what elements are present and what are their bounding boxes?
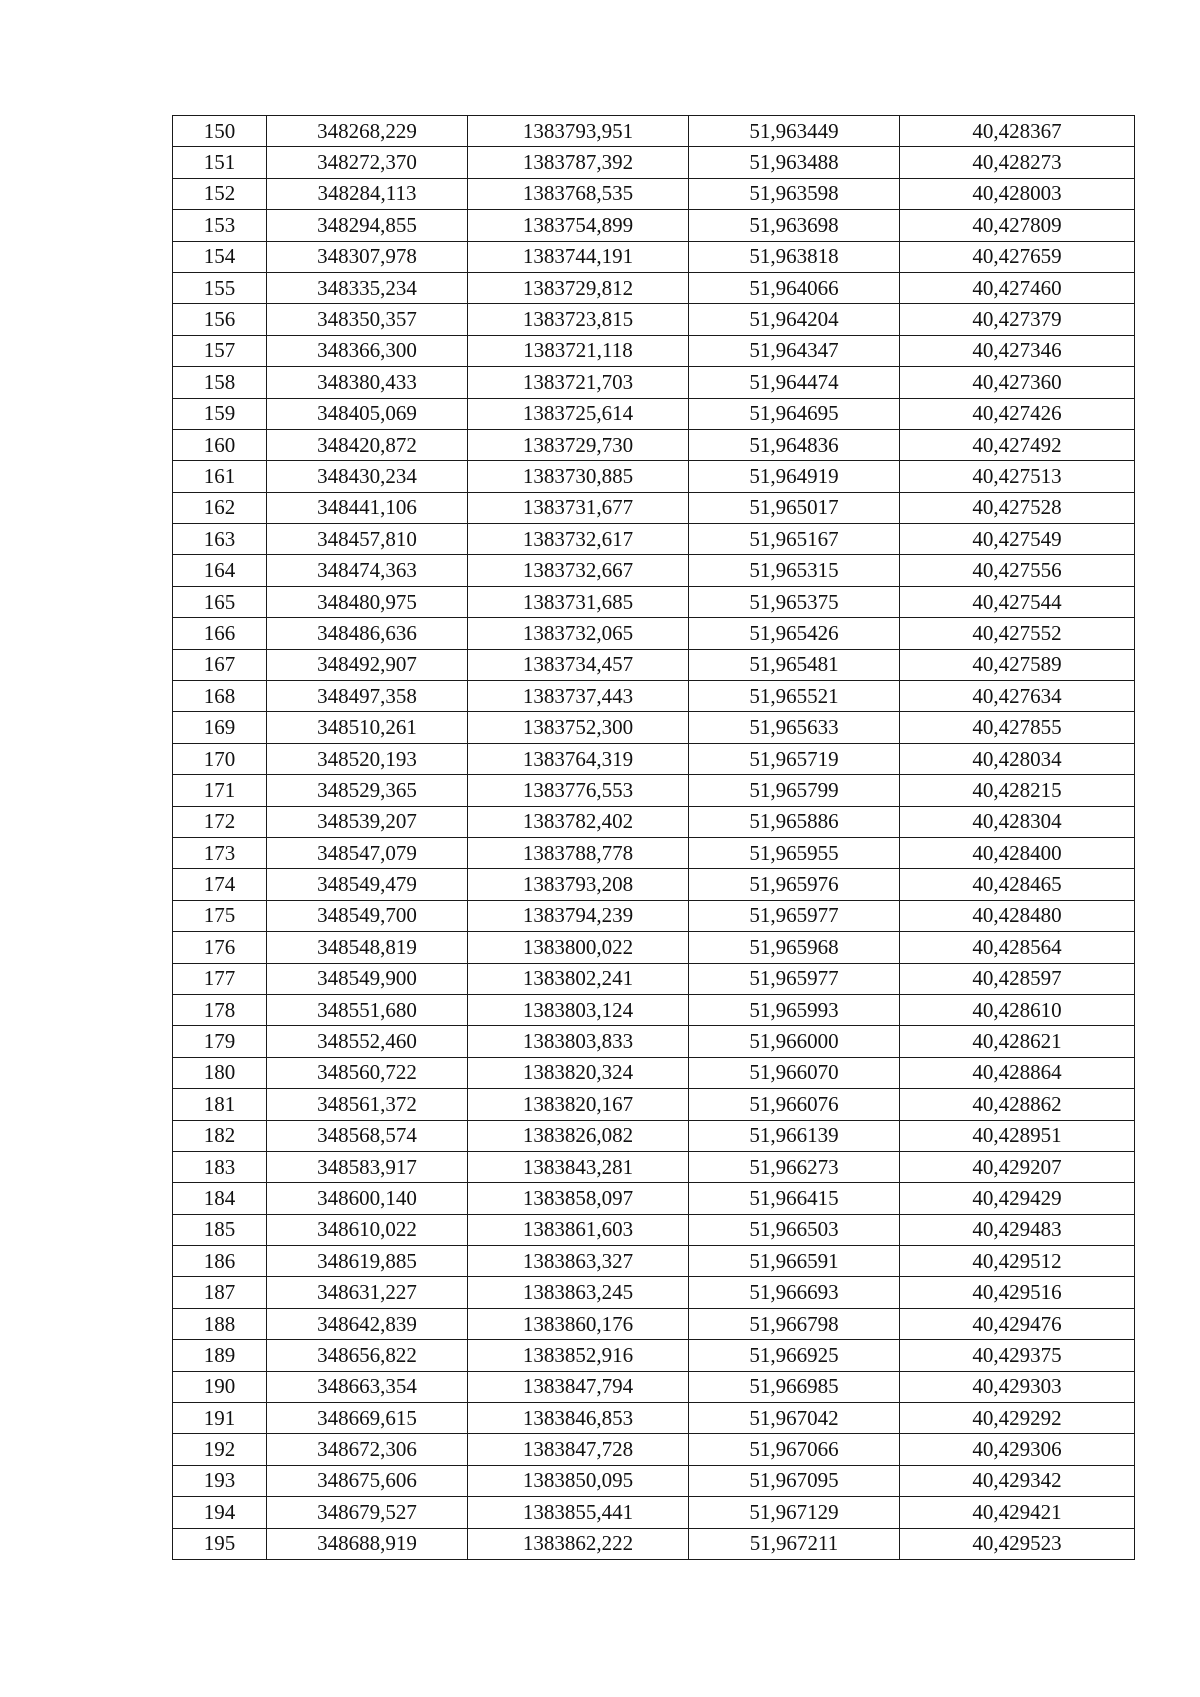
latitude-cell: 51,965481 — [689, 649, 900, 680]
x-coordinate-cell: 348268,229 — [267, 116, 468, 147]
table-row — [173, 743, 1135, 774]
longitude-cell: 40,428564 — [900, 932, 1135, 963]
x-coordinate-cell: 348486,636 — [267, 618, 468, 649]
point-number-cell: 172 — [173, 806, 267, 837]
x-coordinate-cell: 348480,975 — [267, 586, 468, 617]
longitude-cell: 40,429429 — [900, 1183, 1135, 1214]
y-coordinate-cell: 1383803,124 — [468, 994, 689, 1025]
point-number-cell: 177 — [173, 963, 267, 994]
y-coordinate-cell: 1383852,916 — [468, 1340, 689, 1371]
x-coordinate-cell: 348656,822 — [267, 1340, 468, 1371]
point-number-cell: 183 — [173, 1151, 267, 1182]
latitude-cell: 51,963598 — [689, 178, 900, 209]
x-coordinate-cell: 348610,022 — [267, 1214, 468, 1245]
y-coordinate-cell: 1383732,667 — [468, 555, 689, 586]
latitude-cell: 51,965167 — [689, 524, 900, 555]
latitude-cell: 51,966693 — [689, 1277, 900, 1308]
point-number-cell: 164 — [173, 555, 267, 586]
longitude-cell: 40,429292 — [900, 1403, 1135, 1434]
latitude-cell: 51,965719 — [689, 743, 900, 774]
y-coordinate-cell: 1383776,553 — [468, 775, 689, 806]
point-number-cell: 156 — [173, 304, 267, 335]
table-row — [173, 178, 1135, 209]
y-coordinate-cell: 1383725,614 — [468, 398, 689, 429]
y-coordinate-cell: 1383732,065 — [468, 618, 689, 649]
latitude-cell: 51,967211 — [689, 1528, 900, 1559]
x-coordinate-cell: 348497,358 — [267, 681, 468, 712]
point-number-cell: 170 — [173, 743, 267, 774]
latitude-cell: 51,964474 — [689, 367, 900, 398]
x-coordinate-cell: 348272,370 — [267, 147, 468, 178]
table-row — [173, 1089, 1135, 1120]
longitude-cell: 40,428621 — [900, 1026, 1135, 1057]
latitude-cell: 51,965521 — [689, 681, 900, 712]
latitude-cell: 51,964204 — [689, 304, 900, 335]
point-number-cell: 158 — [173, 367, 267, 398]
x-coordinate-cell: 348307,978 — [267, 241, 468, 272]
point-number-cell: 173 — [173, 837, 267, 868]
latitude-cell: 51,966070 — [689, 1057, 900, 1088]
longitude-cell: 40,427659 — [900, 241, 1135, 272]
x-coordinate-cell: 348663,354 — [267, 1371, 468, 1402]
longitude-cell: 40,429306 — [900, 1434, 1135, 1465]
latitude-cell: 51,966503 — [689, 1214, 900, 1245]
x-coordinate-cell: 348510,261 — [267, 712, 468, 743]
x-coordinate-cell: 348335,234 — [267, 272, 468, 303]
latitude-cell: 51,965976 — [689, 869, 900, 900]
x-coordinate-cell: 348350,357 — [267, 304, 468, 335]
longitude-cell: 40,427855 — [900, 712, 1135, 743]
point-number-cell: 171 — [173, 775, 267, 806]
longitude-cell: 40,429421 — [900, 1497, 1135, 1528]
point-number-cell: 192 — [173, 1434, 267, 1465]
latitude-cell: 51,967095 — [689, 1465, 900, 1496]
point-number-cell: 165 — [173, 586, 267, 617]
coordinates-table-body — [173, 116, 1135, 1560]
table-row — [173, 1434, 1135, 1465]
table-row — [173, 304, 1135, 335]
x-coordinate-cell: 348430,234 — [267, 461, 468, 492]
latitude-cell: 51,966415 — [689, 1183, 900, 1214]
latitude-cell: 51,963449 — [689, 116, 900, 147]
table-row — [173, 869, 1135, 900]
latitude-cell: 51,965886 — [689, 806, 900, 837]
latitude-cell: 51,965426 — [689, 618, 900, 649]
table-row — [173, 1403, 1135, 1434]
latitude-cell: 51,965968 — [689, 932, 900, 963]
latitude-cell: 51,965375 — [689, 586, 900, 617]
longitude-cell: 40,429523 — [900, 1528, 1135, 1559]
longitude-cell: 40,429207 — [900, 1151, 1135, 1182]
latitude-cell: 51,965977 — [689, 900, 900, 931]
longitude-cell: 40,429516 — [900, 1277, 1135, 1308]
table-row — [173, 210, 1135, 241]
x-coordinate-cell: 348688,919 — [267, 1528, 468, 1559]
table-row — [173, 712, 1135, 743]
x-coordinate-cell: 348366,300 — [267, 335, 468, 366]
x-coordinate-cell: 348284,113 — [267, 178, 468, 209]
y-coordinate-cell: 1383731,685 — [468, 586, 689, 617]
longitude-cell: 40,428215 — [900, 775, 1135, 806]
latitude-cell: 51,964347 — [689, 335, 900, 366]
longitude-cell: 40,429375 — [900, 1340, 1135, 1371]
latitude-cell: 51,964919 — [689, 461, 900, 492]
table-row — [173, 147, 1135, 178]
point-number-cell: 166 — [173, 618, 267, 649]
table-row — [173, 1465, 1135, 1496]
x-coordinate-cell: 348549,900 — [267, 963, 468, 994]
latitude-cell: 51,966798 — [689, 1308, 900, 1339]
latitude-cell: 51,964066 — [689, 272, 900, 303]
point-number-cell: 152 — [173, 178, 267, 209]
longitude-cell: 40,427556 — [900, 555, 1135, 586]
longitude-cell: 40,427589 — [900, 649, 1135, 680]
x-coordinate-cell: 348405,069 — [267, 398, 468, 429]
point-number-cell: 175 — [173, 900, 267, 931]
point-number-cell: 159 — [173, 398, 267, 429]
table-row — [173, 1308, 1135, 1339]
x-coordinate-cell: 348441,106 — [267, 492, 468, 523]
point-number-cell: 184 — [173, 1183, 267, 1214]
longitude-cell: 40,429342 — [900, 1465, 1135, 1496]
y-coordinate-cell: 1383729,812 — [468, 272, 689, 303]
y-coordinate-cell: 1383723,815 — [468, 304, 689, 335]
point-number-cell: 161 — [173, 461, 267, 492]
table-row — [173, 618, 1135, 649]
point-number-cell: 157 — [173, 335, 267, 366]
x-coordinate-cell: 348547,079 — [267, 837, 468, 868]
x-coordinate-cell: 348539,207 — [267, 806, 468, 837]
table-row — [173, 775, 1135, 806]
table-row — [173, 492, 1135, 523]
point-number-cell: 163 — [173, 524, 267, 555]
table-row — [173, 586, 1135, 617]
point-number-cell: 180 — [173, 1057, 267, 1088]
point-number-cell: 195 — [173, 1528, 267, 1559]
x-coordinate-cell: 348568,574 — [267, 1120, 468, 1151]
latitude-cell: 51,964695 — [689, 398, 900, 429]
x-coordinate-cell: 348669,615 — [267, 1403, 468, 1434]
latitude-cell: 51,966273 — [689, 1151, 900, 1182]
table-row — [173, 1340, 1135, 1371]
table-row — [173, 1277, 1135, 1308]
point-number-cell: 179 — [173, 1026, 267, 1057]
longitude-cell: 40,427634 — [900, 681, 1135, 712]
y-coordinate-cell: 1383744,191 — [468, 241, 689, 272]
y-coordinate-cell: 1383752,300 — [468, 712, 689, 743]
longitude-cell: 40,427460 — [900, 272, 1135, 303]
table-row — [173, 367, 1135, 398]
x-coordinate-cell: 348549,700 — [267, 900, 468, 931]
y-coordinate-cell: 1383793,208 — [468, 869, 689, 900]
longitude-cell: 40,427544 — [900, 586, 1135, 617]
longitude-cell: 40,428304 — [900, 806, 1135, 837]
table-row — [173, 1246, 1135, 1277]
y-coordinate-cell: 1383754,899 — [468, 210, 689, 241]
longitude-cell: 40,428465 — [900, 869, 1135, 900]
x-coordinate-cell: 348420,872 — [267, 429, 468, 460]
longitude-cell: 40,427513 — [900, 461, 1135, 492]
y-coordinate-cell: 1383794,239 — [468, 900, 689, 931]
latitude-cell: 51,963488 — [689, 147, 900, 178]
x-coordinate-cell: 348457,810 — [267, 524, 468, 555]
y-coordinate-cell: 1383862,222 — [468, 1528, 689, 1559]
x-coordinate-cell: 348675,606 — [267, 1465, 468, 1496]
x-coordinate-cell: 348600,140 — [267, 1183, 468, 1214]
latitude-cell: 51,965799 — [689, 775, 900, 806]
point-number-cell: 181 — [173, 1089, 267, 1120]
y-coordinate-cell: 1383768,535 — [468, 178, 689, 209]
x-coordinate-cell: 348642,839 — [267, 1308, 468, 1339]
table-row — [173, 1371, 1135, 1402]
longitude-cell: 40,427809 — [900, 210, 1135, 241]
latitude-cell: 51,966925 — [689, 1340, 900, 1371]
point-number-cell: 160 — [173, 429, 267, 460]
x-coordinate-cell: 348561,372 — [267, 1089, 468, 1120]
coordinates-table — [172, 115, 1135, 1560]
longitude-cell: 40,427379 — [900, 304, 1135, 335]
longitude-cell: 40,427549 — [900, 524, 1135, 555]
y-coordinate-cell: 1383863,245 — [468, 1277, 689, 1308]
x-coordinate-cell: 348631,227 — [267, 1277, 468, 1308]
x-coordinate-cell: 348520,193 — [267, 743, 468, 774]
table-row — [173, 116, 1135, 147]
point-number-cell: 194 — [173, 1497, 267, 1528]
latitude-cell: 51,967129 — [689, 1497, 900, 1528]
y-coordinate-cell: 1383737,443 — [468, 681, 689, 712]
latitude-cell: 51,963698 — [689, 210, 900, 241]
table-row — [173, 1151, 1135, 1182]
y-coordinate-cell: 1383731,677 — [468, 492, 689, 523]
longitude-cell: 40,427492 — [900, 429, 1135, 460]
point-number-cell: 167 — [173, 649, 267, 680]
table-row — [173, 932, 1135, 963]
longitude-cell: 40,427360 — [900, 367, 1135, 398]
table-row — [173, 1214, 1135, 1245]
longitude-cell: 40,427426 — [900, 398, 1135, 429]
y-coordinate-cell: 1383800,022 — [468, 932, 689, 963]
point-number-cell: 185 — [173, 1214, 267, 1245]
table-row — [173, 1120, 1135, 1151]
longitude-cell: 40,428480 — [900, 900, 1135, 931]
latitude-cell: 51,963818 — [689, 241, 900, 272]
longitude-cell: 40,428400 — [900, 837, 1135, 868]
table-row — [173, 1057, 1135, 1088]
table-row — [173, 681, 1135, 712]
longitude-cell: 40,428864 — [900, 1057, 1135, 1088]
point-number-cell: 151 — [173, 147, 267, 178]
latitude-cell: 51,965955 — [689, 837, 900, 868]
table-row — [173, 272, 1135, 303]
point-number-cell: 188 — [173, 1308, 267, 1339]
table-row — [173, 461, 1135, 492]
latitude-cell: 51,964836 — [689, 429, 900, 460]
y-coordinate-cell: 1383764,319 — [468, 743, 689, 774]
y-coordinate-cell: 1383861,603 — [468, 1214, 689, 1245]
x-coordinate-cell: 348380,433 — [267, 367, 468, 398]
y-coordinate-cell: 1383729,730 — [468, 429, 689, 460]
point-number-cell: 153 — [173, 210, 267, 241]
table-row — [173, 429, 1135, 460]
table-row — [173, 1528, 1135, 1559]
point-number-cell: 182 — [173, 1120, 267, 1151]
point-number-cell: 189 — [173, 1340, 267, 1371]
longitude-cell: 40,429512 — [900, 1246, 1135, 1277]
table-row — [173, 1183, 1135, 1214]
latitude-cell: 51,967066 — [689, 1434, 900, 1465]
point-number-cell: 154 — [173, 241, 267, 272]
y-coordinate-cell: 1383730,885 — [468, 461, 689, 492]
latitude-cell: 51,965633 — [689, 712, 900, 743]
y-coordinate-cell: 1383860,176 — [468, 1308, 689, 1339]
table-row — [173, 555, 1135, 586]
table-row — [173, 806, 1135, 837]
longitude-cell: 40,427346 — [900, 335, 1135, 366]
longitude-cell: 40,427528 — [900, 492, 1135, 523]
latitude-cell: 51,966985 — [689, 1371, 900, 1402]
longitude-cell: 40,428610 — [900, 994, 1135, 1025]
latitude-cell: 51,966000 — [689, 1026, 900, 1057]
table-row — [173, 524, 1135, 555]
point-number-cell: 187 — [173, 1277, 267, 1308]
point-number-cell: 191 — [173, 1403, 267, 1434]
longitude-cell: 40,427552 — [900, 618, 1135, 649]
point-number-cell: 190 — [173, 1371, 267, 1402]
longitude-cell: 40,428951 — [900, 1120, 1135, 1151]
x-coordinate-cell: 348548,819 — [267, 932, 468, 963]
y-coordinate-cell: 1383826,082 — [468, 1120, 689, 1151]
x-coordinate-cell: 348560,722 — [267, 1057, 468, 1088]
x-coordinate-cell: 348492,907 — [267, 649, 468, 680]
table-row — [173, 900, 1135, 931]
y-coordinate-cell: 1383782,402 — [468, 806, 689, 837]
longitude-cell: 40,428003 — [900, 178, 1135, 209]
y-coordinate-cell: 1383863,327 — [468, 1246, 689, 1277]
point-number-cell: 186 — [173, 1246, 267, 1277]
point-number-cell: 178 — [173, 994, 267, 1025]
y-coordinate-cell: 1383847,794 — [468, 1371, 689, 1402]
latitude-cell: 51,966591 — [689, 1246, 900, 1277]
y-coordinate-cell: 1383734,457 — [468, 649, 689, 680]
longitude-cell: 40,429303 — [900, 1371, 1135, 1402]
table-row — [173, 963, 1135, 994]
y-coordinate-cell: 1383843,281 — [468, 1151, 689, 1182]
x-coordinate-cell: 348672,306 — [267, 1434, 468, 1465]
y-coordinate-cell: 1383846,853 — [468, 1403, 689, 1434]
point-number-cell: 176 — [173, 932, 267, 963]
point-number-cell: 150 — [173, 116, 267, 147]
longitude-cell: 40,428273 — [900, 147, 1135, 178]
point-number-cell: 169 — [173, 712, 267, 743]
latitude-cell: 51,965017 — [689, 492, 900, 523]
latitude-cell: 51,965993 — [689, 994, 900, 1025]
x-coordinate-cell: 348551,680 — [267, 994, 468, 1025]
longitude-cell: 40,428034 — [900, 743, 1135, 774]
y-coordinate-cell: 1383721,703 — [468, 367, 689, 398]
y-coordinate-cell: 1383847,728 — [468, 1434, 689, 1465]
point-number-cell: 162 — [173, 492, 267, 523]
y-coordinate-cell: 1383858,097 — [468, 1183, 689, 1214]
y-coordinate-cell: 1383721,118 — [468, 335, 689, 366]
y-coordinate-cell: 1383802,241 — [468, 963, 689, 994]
x-coordinate-cell: 348679,527 — [267, 1497, 468, 1528]
longitude-cell: 40,428862 — [900, 1089, 1135, 1120]
x-coordinate-cell: 348619,885 — [267, 1246, 468, 1277]
latitude-cell: 51,965315 — [689, 555, 900, 586]
point-number-cell: 155 — [173, 272, 267, 303]
y-coordinate-cell: 1383820,167 — [468, 1089, 689, 1120]
table-row — [173, 398, 1135, 429]
latitude-cell: 51,965977 — [689, 963, 900, 994]
point-number-cell: 168 — [173, 681, 267, 712]
longitude-cell: 40,429483 — [900, 1214, 1135, 1245]
table-row — [173, 1497, 1135, 1528]
x-coordinate-cell: 348474,363 — [267, 555, 468, 586]
x-coordinate-cell: 348549,479 — [267, 869, 468, 900]
latitude-cell: 51,967042 — [689, 1403, 900, 1434]
y-coordinate-cell: 1383803,833 — [468, 1026, 689, 1057]
table-row — [173, 649, 1135, 680]
y-coordinate-cell: 1383788,778 — [468, 837, 689, 868]
x-coordinate-cell: 348294,855 — [267, 210, 468, 241]
point-number-cell: 193 — [173, 1465, 267, 1496]
x-coordinate-cell: 348529,365 — [267, 775, 468, 806]
table-row — [173, 241, 1135, 272]
y-coordinate-cell: 1383732,617 — [468, 524, 689, 555]
table-row — [173, 994, 1135, 1025]
table-row — [173, 1026, 1135, 1057]
point-number-cell: 174 — [173, 869, 267, 900]
latitude-cell: 51,966076 — [689, 1089, 900, 1120]
table-row — [173, 837, 1135, 868]
y-coordinate-cell: 1383855,441 — [468, 1497, 689, 1528]
x-coordinate-cell: 348552,460 — [267, 1026, 468, 1057]
latitude-cell: 51,966139 — [689, 1120, 900, 1151]
y-coordinate-cell: 1383787,392 — [468, 147, 689, 178]
y-coordinate-cell: 1383820,324 — [468, 1057, 689, 1088]
x-coordinate-cell: 348583,917 — [267, 1151, 468, 1182]
y-coordinate-cell: 1383850,095 — [468, 1465, 689, 1496]
y-coordinate-cell: 1383793,951 — [468, 116, 689, 147]
longitude-cell: 40,428367 — [900, 116, 1135, 147]
table-row — [173, 335, 1135, 366]
longitude-cell: 40,428597 — [900, 963, 1135, 994]
longitude-cell: 40,429476 — [900, 1308, 1135, 1339]
